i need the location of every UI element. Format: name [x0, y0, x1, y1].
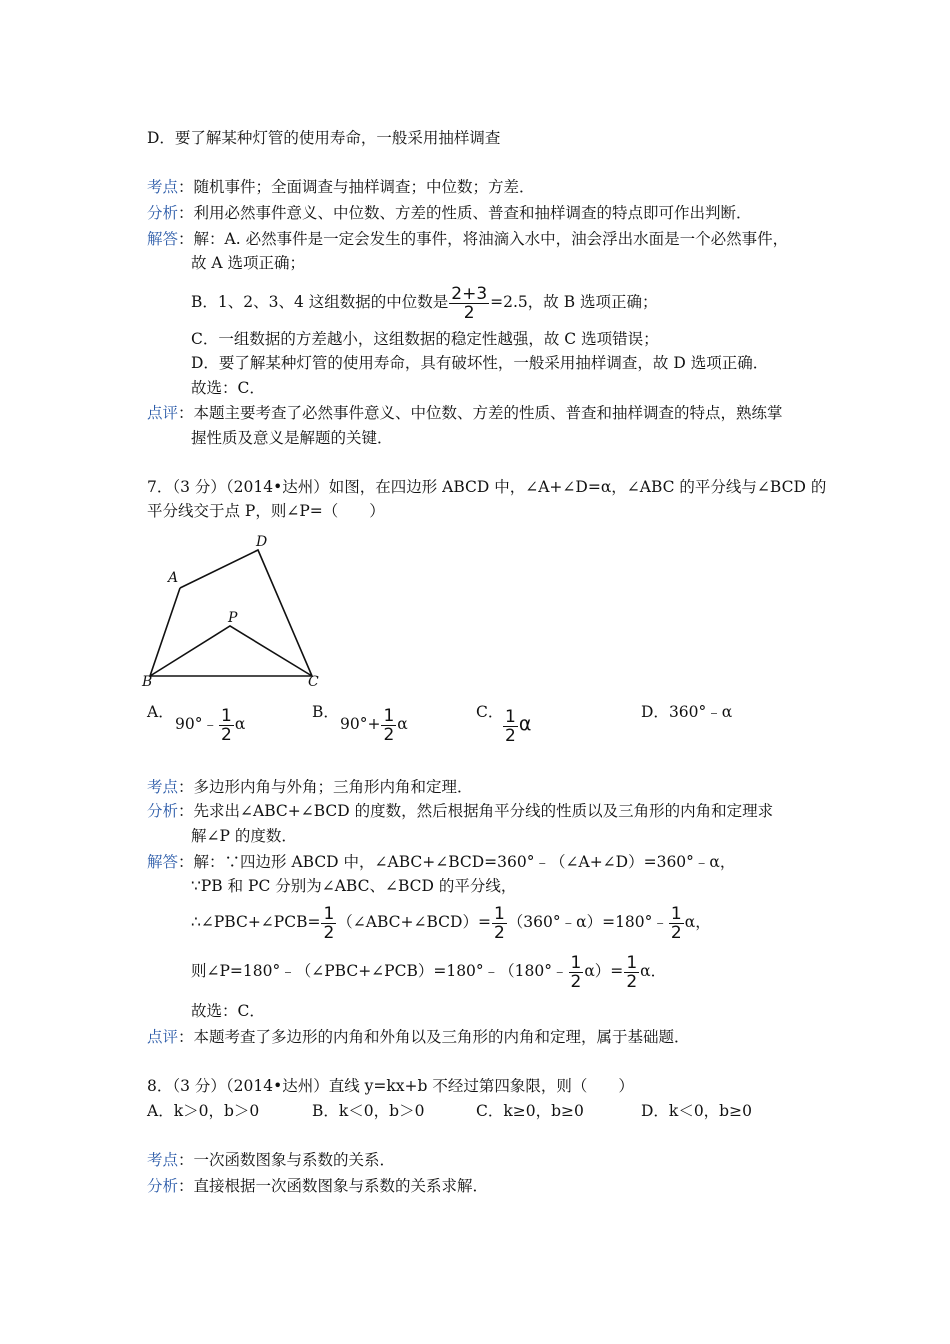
frac-num: 1 — [505, 706, 516, 727]
kaodian-text: ：一次函数图象与系数的关系． — [178, 1151, 396, 1169]
frac-num: 1 — [323, 903, 335, 924]
q7-jieda-line-3 — [191, 901, 711, 943]
fraction — [449, 285, 489, 322]
jieda-3d: α， — [684, 913, 711, 931]
kaodian-label: 考点 — [147, 1151, 179, 1169]
opt-b-post: α — [397, 715, 408, 733]
opt-d-text: 360°﹣α — [668, 703, 733, 721]
fenxi-label: 分析 — [147, 802, 179, 820]
q7-jieda-line-4 — [191, 950, 666, 992]
q7-option-b[interactable] — [340, 704, 408, 744]
kaodian-text: ：随机事件；全面调查与抽样调查；中位数；方差． — [178, 178, 535, 196]
jieda-3a: ∴∠PBC+∠PCB= — [191, 913, 321, 931]
opt-a-pre: 90°﹣ — [175, 715, 218, 733]
q8-option-a[interactable]: A．k＞0，b＞0 — [147, 1102, 260, 1120]
fraction-half — [219, 707, 234, 744]
frac-den: 2 — [493, 922, 505, 943]
frac-den: 2 — [383, 724, 395, 745]
fraction-half — [381, 707, 396, 744]
kaodian-text: ：多边形内角与外角；三角形内角和定理． — [178, 778, 473, 796]
frac-num: 1 — [383, 705, 395, 726]
frac-num: 2+3 — [451, 283, 488, 304]
jieda-4b: α）= — [584, 962, 624, 980]
triangle-bpc — [150, 626, 312, 676]
fraction-half — [569, 954, 584, 991]
label-d: D — [256, 534, 268, 550]
kaodian-label: 考点 — [147, 778, 179, 796]
q8-fenxi — [147, 1176, 488, 1196]
jieda-3c: （360°﹣α）=180°﹣ — [507, 913, 668, 931]
q7-option-b-label[interactable]: B． — [312, 703, 339, 721]
jieda-label: 解答 — [147, 853, 179, 871]
jieda-4a: 则∠P=180°﹣（∠PBC+∠PCB）=180°﹣（180°﹣ — [191, 962, 568, 980]
fraction-half — [624, 954, 639, 991]
prev-dianping-line-2: 握性质及意义是解题的关键． — [191, 429, 393, 447]
jieda-line-1: ：解：∵四边形 ABCD 中，∠ABC+∠BCD=360°﹣（∠A+∠D）=360°﹣α， — [178, 853, 736, 871]
fraction-half — [669, 905, 684, 942]
dianping-line-1: ：本题主要考查了必然事件意义、中位数、方差的性质、普查和抽样调查的特点，熟练掌 — [178, 404, 783, 422]
label-b: B — [142, 674, 153, 690]
label-p: P — [228, 610, 238, 626]
prev-kaodian — [147, 177, 535, 197]
fraction-half — [503, 708, 518, 745]
q7-stem-line-2: 平分线交于点 P，则∠P=（ ） — [147, 502, 385, 520]
kaodian-label: 考点 — [147, 178, 179, 196]
frac-den: 2 — [505, 725, 516, 746]
frac-num: 1 — [220, 705, 232, 726]
prev-jieda-line-6: 故选：C． — [191, 379, 265, 397]
q8-option-c[interactable]: C．k≥0，b≥0 — [476, 1102, 584, 1120]
opt-a-post: α — [234, 715, 246, 733]
fenxi-line-1: ：先求出∠ABC+∠BCD 的度数，然后根据角平分线的性质以及三角形的内角和定理求 — [178, 802, 774, 820]
jieda-3b: =2.5，故 B 选项正确； — [490, 293, 658, 311]
q7-option-a-label[interactable]: A． — [147, 703, 174, 721]
fenxi-text: ：直接根据一次函数图象与系数的关系求解． — [178, 1177, 489, 1195]
quadrilateral-figure — [140, 530, 330, 690]
dianping-label: 点评 — [147, 1028, 179, 1046]
frac-den: 2 — [463, 302, 475, 323]
frac-num: 1 — [626, 952, 638, 973]
prev-jieda-line-2: 故 A 选项正确； — [191, 254, 306, 272]
q7-fenxi-line-2: 解∠P 的度数． — [191, 827, 297, 845]
frac-den: 2 — [626, 971, 638, 992]
jieda-3a: B．1、2、3、4 这组数据的中位数是 — [191, 293, 449, 311]
opt-b-pre: 90°+ — [340, 715, 381, 733]
frac-den: 2 — [323, 922, 335, 943]
q7-dianping — [147, 1027, 690, 1047]
jieda-3b: （∠ABC+∠BCD）= — [337, 913, 491, 931]
dianping-label: 点评 — [147, 404, 179, 422]
opt-d-label: D． — [641, 703, 669, 721]
frac-num: 1 — [670, 903, 682, 924]
prev-jieda-line-5: D．要了解某种灯管的使用寿命，具有破坏性，一般采用抽样调查，故 D 选项正确． — [191, 354, 769, 372]
frac-den: 2 — [220, 724, 232, 745]
q7-fenxi — [147, 801, 773, 821]
prev-option-d: D．要了解某种灯管的使用寿命，一般采用抽样调查 — [147, 129, 501, 147]
jieda-label: 解答 — [147, 230, 179, 248]
prev-jieda-line-3 — [191, 284, 658, 322]
q7-jieda — [147, 852, 735, 872]
fraction-half — [492, 905, 507, 942]
dianping-text: ：本题考查了多边形的内角和外角以及三角形的内角和定理，属于基础题． — [178, 1028, 690, 1046]
q7-jieda-line-2: ∵PB 和 PC 分别为∠ABC、∠BCD 的平分线， — [191, 877, 517, 895]
frac-num: 1 — [570, 952, 582, 973]
q7-option-a[interactable] — [175, 704, 245, 744]
opt-c-post: α — [518, 713, 532, 735]
jieda-line-1: ：解：A. 必然事件是一定会发生的事件，将油滴入水中，油会浮出水面是一个必然事件， — [178, 230, 789, 248]
q7-option-c-label[interactable]: C． — [476, 703, 504, 721]
q7-option-d[interactable] — [641, 702, 732, 722]
q7-jieda-line-5: 故选：C． — [191, 1002, 265, 1020]
frac-den: 2 — [670, 922, 682, 943]
jieda-4c: α． — [640, 962, 667, 980]
q8-kaodian — [147, 1150, 395, 1170]
q7-option-c[interactable] — [502, 704, 531, 745]
prev-jieda — [147, 229, 788, 249]
q8-option-b[interactable]: B．k＜0，b＞0 — [312, 1102, 425, 1120]
fenxi-text: ：利用必然事件意义、中位数、方差的性质、普查和抽样调查的特点即可作出判断． — [178, 204, 752, 222]
frac-num: 1 — [493, 903, 505, 924]
fenxi-label: 分析 — [147, 1177, 179, 1195]
label-c: C — [308, 674, 319, 690]
q7-kaodian — [147, 777, 473, 797]
prev-dianping — [147, 403, 783, 423]
prev-jieda-line-4: C．一组数据的方差越小，这组数据的稳定性越强，故 C 选项错误； — [191, 330, 659, 348]
q7-stem-line-1: 7．（3 分）（2014•达州）如图，在四边形 ABCD 中，∠A+∠D=α，∠ABC 的平分线与∠BCD 的 — [147, 478, 827, 496]
label-a: A — [168, 570, 179, 586]
fenxi-label: 分析 — [147, 204, 179, 222]
prev-fenxi — [147, 203, 752, 223]
q8-stem: 8．（3 分）（2014•达州）直线 y=kx+b 不经过第四象限，则（ ） — [147, 1077, 634, 1095]
q8-option-d[interactable]: D．k＜0，b≥0 — [641, 1102, 752, 1120]
frac-den: 2 — [570, 971, 582, 992]
fraction-half — [321, 905, 336, 942]
